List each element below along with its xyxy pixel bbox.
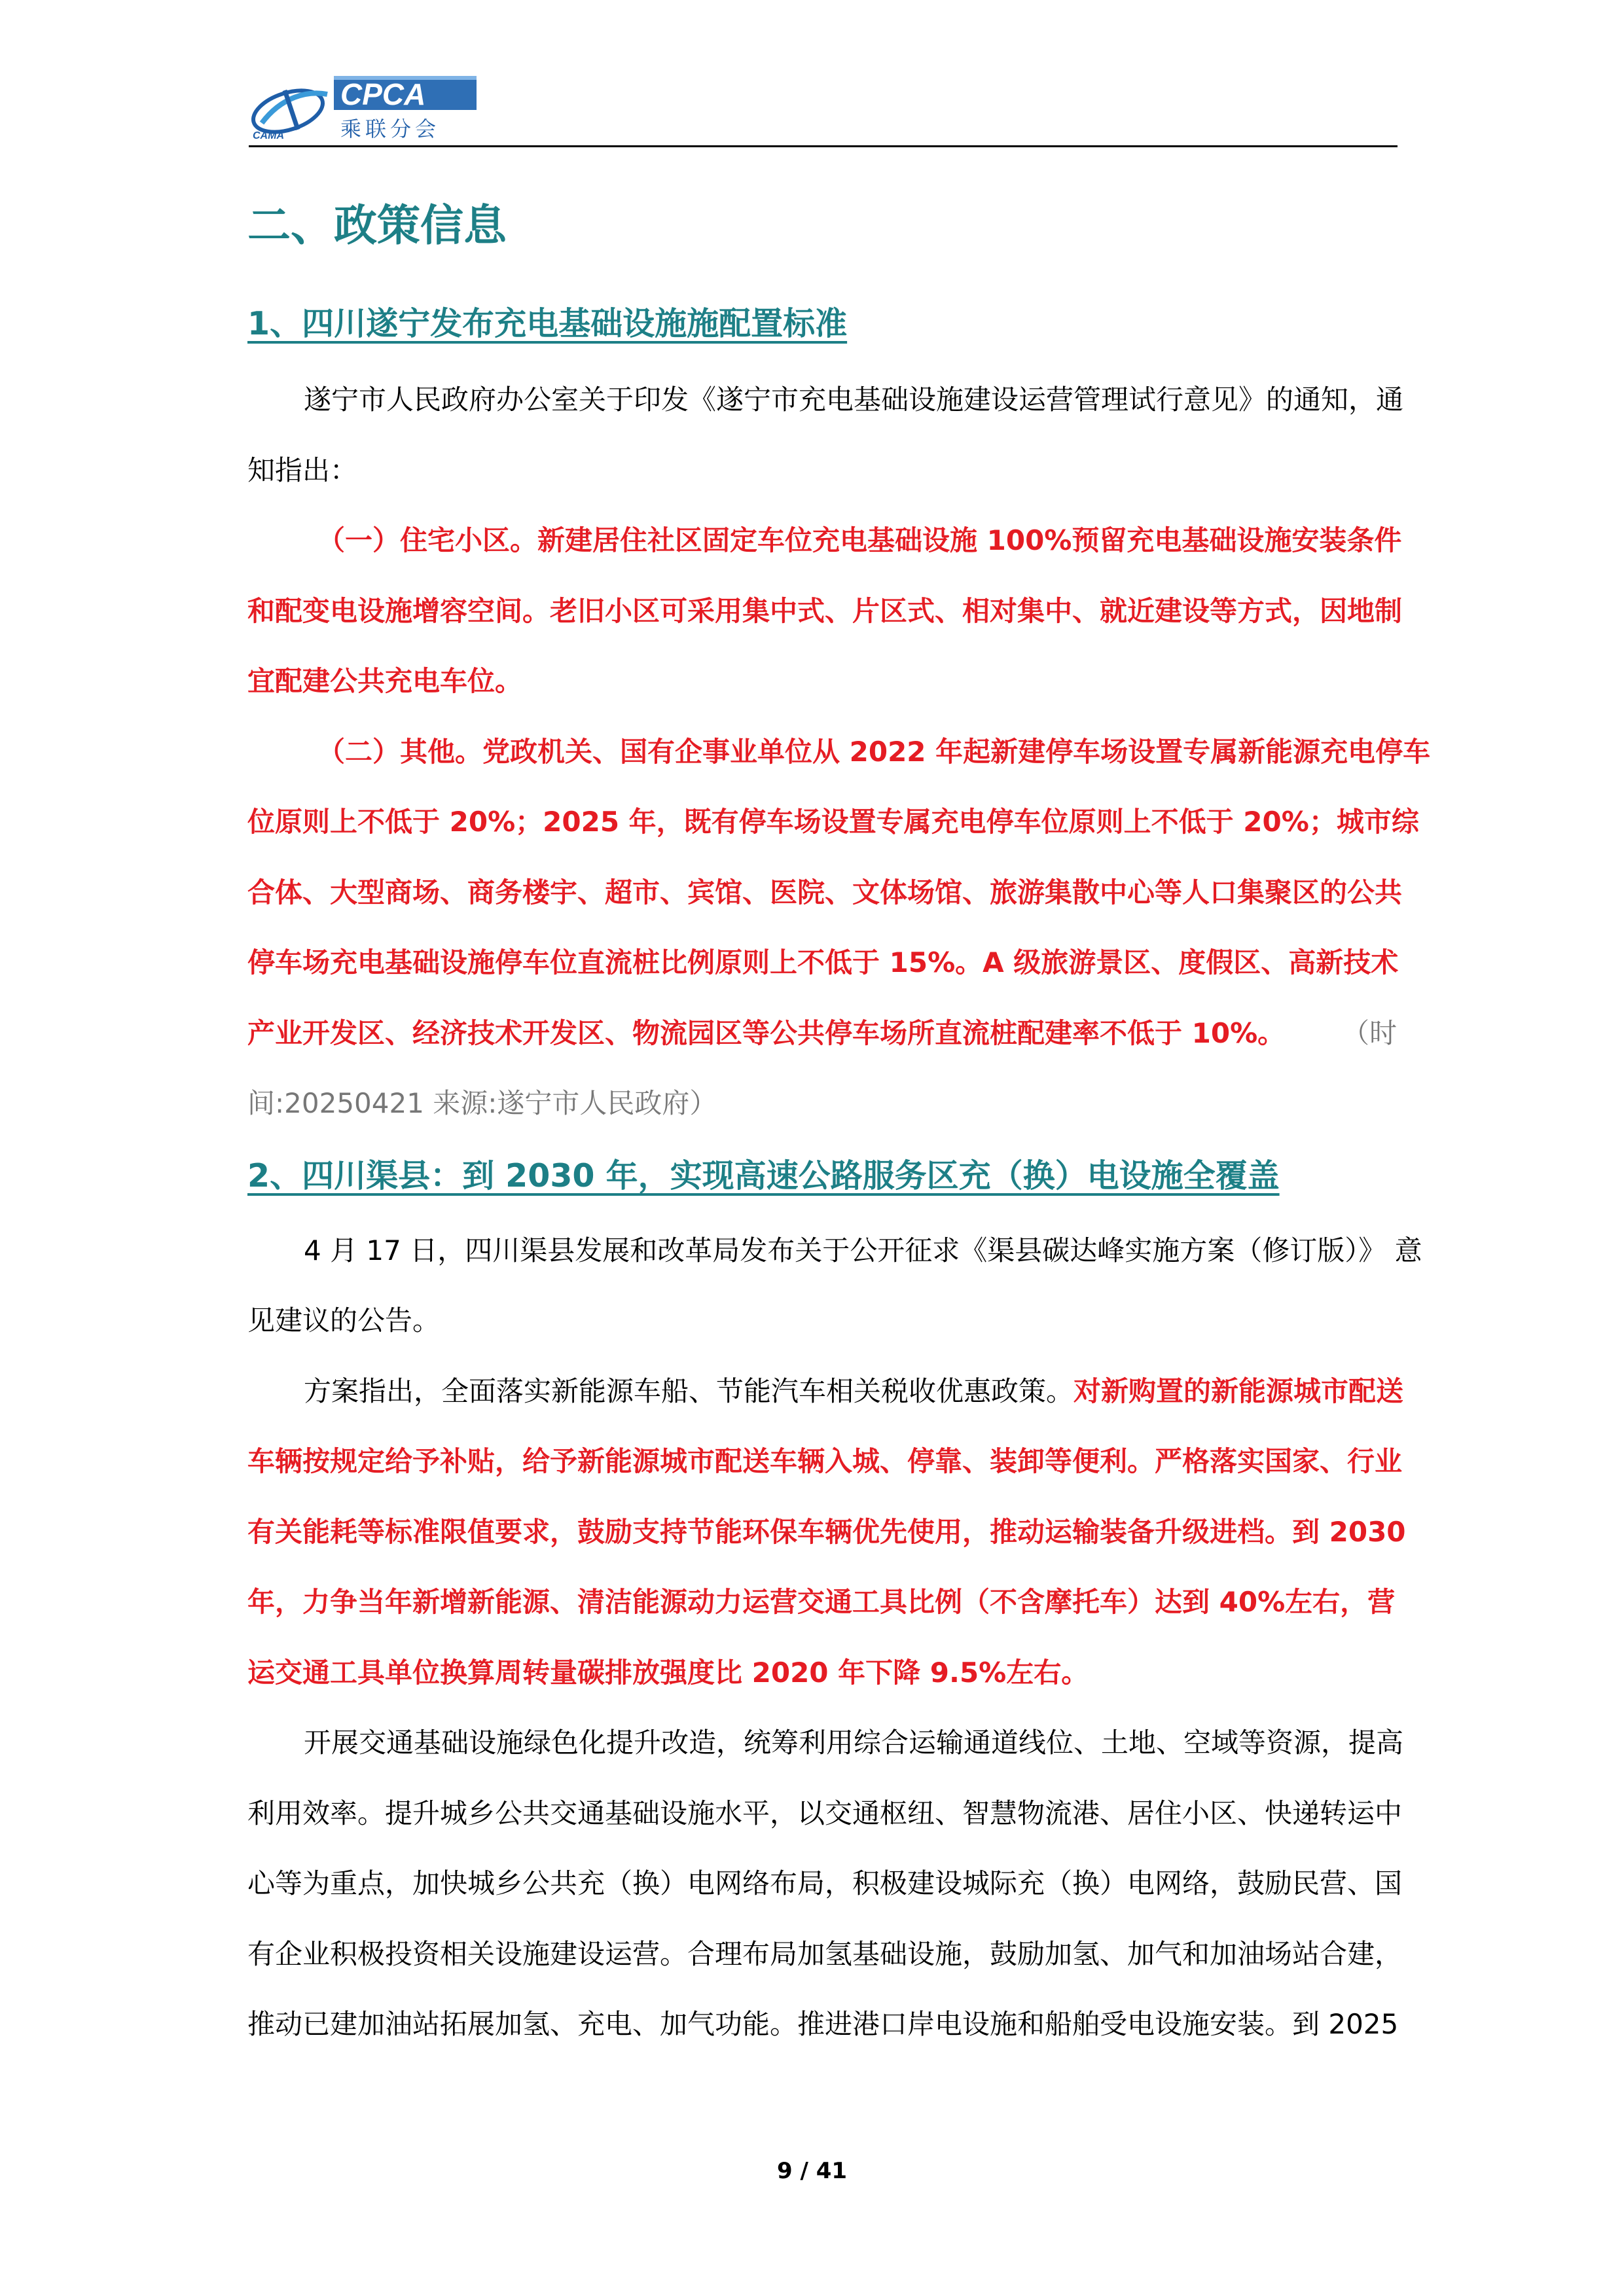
- article-2-p2-line-2: 利用效率。提升城乡公共交通基础设施水平，以交通枢纽、智慧物流港、居住小区、快递转运中: [247, 1797, 1403, 1829]
- article-1-source: 间:20250421 来源:遂宁市人民政府）: [247, 1087, 717, 1119]
- page-header: [249, 71, 1398, 148]
- article-1-p2-line-4: 停车场充电基础设施停车位直流桩比例原则上不低于 15%。A 级旅游景区、度假区、高新技术: [247, 946, 1399, 978]
- article-1-intro-line-2: 知指出：: [247, 454, 358, 486]
- article-1-source-start: （时: [1342, 1017, 1398, 1049]
- svg-text:CAMA: CAMA: [253, 130, 284, 141]
- article-2-p2-line-4: 有企业积极投资相关设施建设运营。合理布局加氢基础设施，鼓励加氢、加气和加油场站合建，: [247, 1938, 1403, 1970]
- section-title: 二、政策信息: [247, 200, 507, 251]
- article-2-p1-line-3: 有关能耗等标准限值要求，鼓励支持节能环保车辆优先使用，推动运输装备升级进档。到 2030: [247, 1516, 1406, 1548]
- svg-text:乘联分会: 乘联分会: [340, 117, 441, 141]
- article-1-p1-line-3: 宜配建公共充电车位。: [247, 665, 523, 697]
- article-2-p2-line-1: 开展交通基础设施绿色化提升改造，统筹利用综合运输通道线位、土地、空域等资源，提高: [304, 1727, 1404, 1759]
- article-1-p1-line-1: （一）住宅小区。新建居住社区固定车位充电基础设施 100%预留充电基础设施安装条件: [317, 524, 1402, 556]
- svg-text:CPCA: CPCA: [340, 77, 426, 111]
- article-2-p2-line-3: 心等为重点，加快城乡公共充（换）电网络布局，积极建设城际充（换）电网络，鼓励民营、国: [247, 1867, 1403, 1899]
- article-1-title: 1、四川遂宁发布充电基础设施施配置标准: [247, 305, 848, 342]
- article-2-intro-line-1: 4 月 17 日，四川渠县发展和改革局发布关于公开征求《渠县碳达峰实施方案（修订版）》 意: [304, 1234, 1422, 1266]
- article-1-p1-line-2: 和配变电设施增容空间。老旧小区可采用集中式、片区式、相对集中、就近建设等方式，因地制: [247, 595, 1403, 627]
- article-2-p1-line-4: 年，力争当年新增新能源、清洁能源动力运营交通工具比例（不含摩托车）达到 40%左右，营: [247, 1586, 1396, 1618]
- article-1-intro-line-1: 遂宁市人民政府办公室关于印发《遂宁市充电基础设施建设运营管理试行意见》的通知，通: [304, 384, 1404, 416]
- article-2-p2-line-5: 推动已建加油站拓展加氢、充电、加气功能。推进港口岸电设施和船舶受电设施安装。到 2025: [247, 2008, 1399, 2040]
- article-2-p1-lead-emphasis: 对新购置的新能源城市配送: [1074, 1375, 1404, 1407]
- article-1-p2-line-5: 产业开发区、经济技术开发区、物流园区等公共停车场所直流桩配建率不低于 10%。: [247, 1017, 1286, 1049]
- header-divider: [249, 145, 1398, 147]
- article-2-intro-line-2: 见建议的公告。: [247, 1304, 441, 1336]
- article-2-p1-line-5: 运交通工具单位换算周转量碳排放强度比 2020 年下降 9.5%左右。: [247, 1657, 1089, 1689]
- cpca-logo: [249, 71, 478, 144]
- article-2-p1-line-1: [304, 1375, 1404, 1407]
- article-1-p2-line-3: 合体、大型商场、商务楼宇、超市、宾馆、医院、文体场馆、旅游集散中心等人口集聚区的公共: [247, 876, 1403, 908]
- page-number: 9 / 41: [776, 2158, 848, 2184]
- article-2-title: 2、四川渠县：到 2030 年，实现高速公路服务区充（换）电设施全覆盖: [247, 1157, 1280, 1194]
- article-2-p1-line-2: 车辆按规定给予补贴，给予新能源城市配送车辆入城、停靠、装卸等便利。严格落实国家、行业: [247, 1445, 1403, 1477]
- article-1-p2-line-1: （二）其他。党政机关、国有企事业单位从 2022 年起新建停车场设置专属新能源充电停车: [317, 736, 1431, 768]
- article-1-p2-line-2: 位原则上不低于 20%；2025 年，既有停车场设置专属充电停车位原则上不低于 20%；城市综: [247, 806, 1419, 838]
- article-2-p1-lead: 方案指出，全面落实新能源车船、节能汽车相关税收优惠政策。: [304, 1375, 1074, 1407]
